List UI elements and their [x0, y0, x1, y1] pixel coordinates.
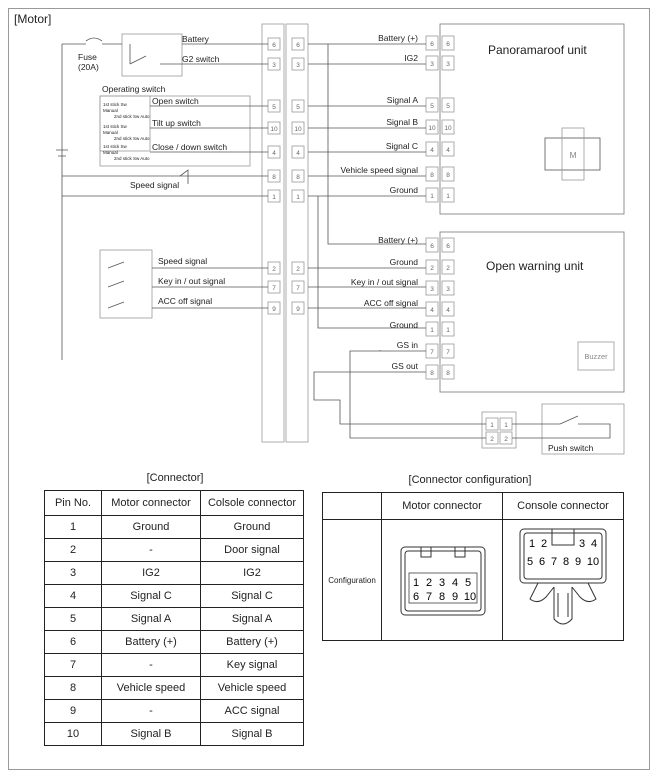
- motor-pin: 8: [438, 590, 446, 603]
- pr-pin: 6: [430, 41, 434, 48]
- connector-config-caption: [Connector configuration]: [408, 474, 532, 486]
- console-pin: 4: [590, 537, 598, 550]
- ow-signal: ACC off signal: [363, 298, 418, 308]
- ow-pin: 4: [446, 307, 450, 314]
- configuration-label: Configuration: [323, 520, 382, 641]
- ow-pin: 1: [430, 327, 434, 334]
- g2-switch-label: G2 switch: [182, 54, 220, 64]
- ow-pin: 7: [430, 349, 434, 356]
- tiny-label-b3: 2nd stick Sw Auto: [114, 136, 150, 141]
- table-row: [323, 520, 624, 641]
- col-header: Motor connector: [102, 491, 201, 516]
- motor-pin: 6: [412, 590, 420, 603]
- motor-connector-icon: [387, 529, 497, 629]
- ow-pin: 3: [446, 286, 450, 293]
- center-pin: 5: [272, 104, 276, 111]
- battery-label: Battery: [182, 34, 209, 44]
- pr-signal: Battery (+): [378, 33, 418, 43]
- pr-signal: Vehicle speed signal: [340, 165, 418, 175]
- pr-pin: 4: [446, 147, 450, 154]
- center-pin: 3: [272, 62, 276, 69]
- pr-signal: Signal B: [386, 117, 418, 127]
- table-cell: 9: [45, 700, 102, 723]
- pr-pin: 6: [446, 41, 450, 48]
- center-pin: 7: [272, 285, 276, 292]
- col-header: Motor connector: [382, 493, 503, 520]
- fuse-label: Fuse: [78, 52, 97, 62]
- motor-pin: 7: [425, 590, 433, 603]
- center-pin: 7: [296, 285, 300, 292]
- pr-pin: 8: [446, 172, 450, 179]
- ow-pin: 6: [446, 243, 450, 250]
- console-pin: 1: [528, 537, 536, 550]
- speed-signal-label-2: Speed signal: [158, 256, 208, 266]
- motor-label: M: [569, 150, 577, 160]
- tiny-label-a2: Manual: [103, 108, 118, 113]
- buzzer-label: Buzzer: [584, 352, 608, 361]
- table-cell: Battery (+): [102, 631, 201, 654]
- tiny-label-a1: 1st stick Sw: [103, 102, 127, 107]
- table-cell: Signal A: [102, 608, 201, 631]
- ow-pin: 8: [446, 370, 450, 377]
- table-cell: Signal C: [102, 585, 201, 608]
- table-cell: 7: [45, 654, 102, 677]
- table-cell: 10: [45, 723, 102, 746]
- open-switch-label: Open switch: [152, 96, 199, 106]
- center-pin: 8: [272, 174, 276, 181]
- open-warning-unit-box: [440, 232, 624, 392]
- center-pin: 9: [272, 306, 276, 313]
- console-connector-cell: [503, 520, 624, 641]
- table-row: [45, 700, 304, 723]
- col-header: Console connector: [503, 493, 624, 520]
- fuse-rating: (20A): [78, 62, 99, 72]
- ps-pin: 2: [490, 436, 494, 443]
- battery-switch-box: [122, 34, 182, 76]
- console-pin: 10: [586, 555, 600, 568]
- push-switch-label: Push switch: [548, 443, 594, 453]
- table-row: [45, 516, 304, 539]
- motor-pin: 4: [451, 576, 459, 589]
- table-cell: Key signal: [201, 654, 304, 677]
- center-pin: 2: [296, 266, 300, 273]
- pr-pin: 4: [430, 147, 434, 154]
- motor-pin: 3: [438, 576, 446, 589]
- tiny-label-c3: 2nd stick Sw Auto: [114, 156, 150, 161]
- connector-config-table: [322, 492, 624, 641]
- motor-pin: 5: [464, 576, 472, 589]
- connector-caption: [Connector]: [146, 472, 204, 484]
- page-title: [Motor]: [14, 12, 52, 26]
- table-cell: 3: [45, 562, 102, 585]
- pr-signal: Signal A: [386, 95, 418, 105]
- acc-off-signal-label: ACC off signal: [158, 296, 213, 306]
- table-cell: 1: [45, 516, 102, 539]
- console-pin: 2: [540, 537, 548, 550]
- pr-signal: Signal C: [385, 141, 418, 151]
- center-pin: 4: [272, 150, 276, 157]
- pr-pin: 8: [430, 172, 434, 179]
- console-pin: 8: [562, 555, 570, 568]
- table-cell: IG2: [102, 562, 201, 585]
- center-pin: 2: [272, 266, 276, 273]
- ow-signal: GS in: [396, 340, 418, 350]
- center-pin: 6: [272, 42, 276, 49]
- col-header: Colsole connector: [201, 491, 304, 516]
- table-cell: Ground: [102, 516, 201, 539]
- ow-signal: Ground: [389, 257, 418, 267]
- table-cell: Ground: [201, 516, 304, 539]
- table-cell: Vehicle speed: [102, 677, 201, 700]
- table-row: [45, 562, 304, 585]
- table-row: [45, 631, 304, 654]
- pr-pin: 1: [446, 193, 450, 200]
- pr-pin: 10: [428, 125, 436, 132]
- signal-switch-box: [100, 250, 152, 318]
- pr-pin: 5: [446, 103, 450, 110]
- panoramaroof-unit-title: Panoramaroof unit: [488, 43, 587, 57]
- close-down-switch-label: Close / down switch: [152, 142, 228, 152]
- table-cell: Signal B: [102, 723, 201, 746]
- center-pin: 6: [296, 42, 300, 49]
- pr-pin: 3: [430, 61, 434, 68]
- pr-pin: 3: [446, 61, 450, 68]
- motor-connector-cell: [382, 520, 503, 641]
- table-cell: 8: [45, 677, 102, 700]
- table-cell: Vehicle speed: [201, 677, 304, 700]
- ow-pin: 3: [430, 286, 434, 293]
- ow-pin: 2: [430, 265, 434, 272]
- ps-pin: 1: [490, 422, 494, 429]
- connector-table: [44, 490, 304, 746]
- console-pin: 5: [526, 555, 534, 568]
- table-cell: 4: [45, 585, 102, 608]
- table-row: [45, 539, 304, 562]
- center-pin: 5: [296, 104, 300, 111]
- table-cell: Battery (+): [201, 631, 304, 654]
- table-row: [45, 608, 304, 631]
- key-in-out-signal-label: Key in / out signal: [158, 276, 226, 286]
- table-cell: -: [102, 700, 201, 723]
- ow-signal: Key in / out signal: [350, 277, 418, 287]
- pr-signal: Ground: [389, 185, 418, 195]
- ow-pin: 7: [446, 349, 450, 356]
- table-cell: ACC signal: [201, 700, 304, 723]
- table-row: [45, 585, 304, 608]
- ow-pin: 8: [430, 370, 434, 377]
- ow-pin: 4: [430, 307, 434, 314]
- tilt-up-switch-label: Tilt up switch: [152, 118, 201, 128]
- table-cell: IG2: [201, 562, 304, 585]
- col-header: Pin No.: [45, 491, 102, 516]
- tiny-label-c2: Manual: [103, 150, 118, 155]
- center-pin: 10: [294, 126, 302, 133]
- ow-pin: 2: [446, 265, 450, 272]
- speed-signal-label: Speed signal: [130, 180, 180, 190]
- center-pin: 9: [296, 306, 300, 313]
- pr-signal: IG2: [404, 53, 418, 63]
- open-warning-unit-title: Open warning unit: [486, 259, 584, 273]
- col-header: [323, 493, 382, 520]
- tiny-label-b1: 1st stick Sw: [103, 124, 127, 129]
- pr-pin: 10: [444, 125, 452, 132]
- motor-pin: 10: [463, 590, 477, 603]
- table-cell: Signal A: [201, 608, 304, 631]
- table-row: [45, 723, 304, 746]
- center-pin: 4: [296, 150, 300, 157]
- table-cell: -: [102, 654, 201, 677]
- pr-pin: 1: [430, 193, 434, 200]
- ow-signal: Ground: [389, 320, 418, 330]
- ps-pin: 1: [504, 422, 508, 429]
- center-pin: 1: [296, 194, 300, 201]
- ow-signal: Battery (+): [378, 235, 418, 245]
- operating-switch-label: Operating switch: [102, 84, 166, 94]
- tiny-label-a3: 2nd stick Sw Auto: [114, 114, 150, 119]
- connector-block-right: [286, 24, 308, 442]
- table-cell: Door signal: [201, 539, 304, 562]
- table-cell: Signal B: [201, 723, 304, 746]
- table-row: [45, 677, 304, 700]
- center-pin: 10: [270, 126, 278, 133]
- ow-pin: 1: [446, 327, 450, 334]
- console-pin: 9: [574, 555, 582, 568]
- tiny-label-b2: Manual: [103, 130, 118, 135]
- motor-pin: 2: [425, 576, 433, 589]
- console-pin: 3: [578, 537, 586, 550]
- center-pin: 8: [296, 174, 300, 181]
- motor-pin: 1: [412, 576, 420, 589]
- center-pin: 3: [296, 62, 300, 69]
- tiny-label-c1: 1st stick Sw: [103, 144, 127, 149]
- table-cell: 2: [45, 539, 102, 562]
- table-cell: 5: [45, 608, 102, 631]
- ow-signal: GS out: [391, 361, 418, 371]
- console-pin: 6: [538, 555, 546, 568]
- table-cell: -: [102, 539, 201, 562]
- motor-pin: 9: [451, 590, 459, 603]
- console-pin: 7: [550, 555, 558, 568]
- ps-pin: 2: [504, 436, 508, 443]
- pr-pin: 5: [430, 103, 434, 110]
- console-connector-icon: [508, 523, 618, 635]
- connector-block-left: [262, 24, 284, 442]
- table-cell: 6: [45, 631, 102, 654]
- ow-pin: 6: [430, 243, 434, 250]
- table-cell: Signal C: [201, 585, 304, 608]
- table-row: [45, 654, 304, 677]
- center-pin: 1: [272, 194, 276, 201]
